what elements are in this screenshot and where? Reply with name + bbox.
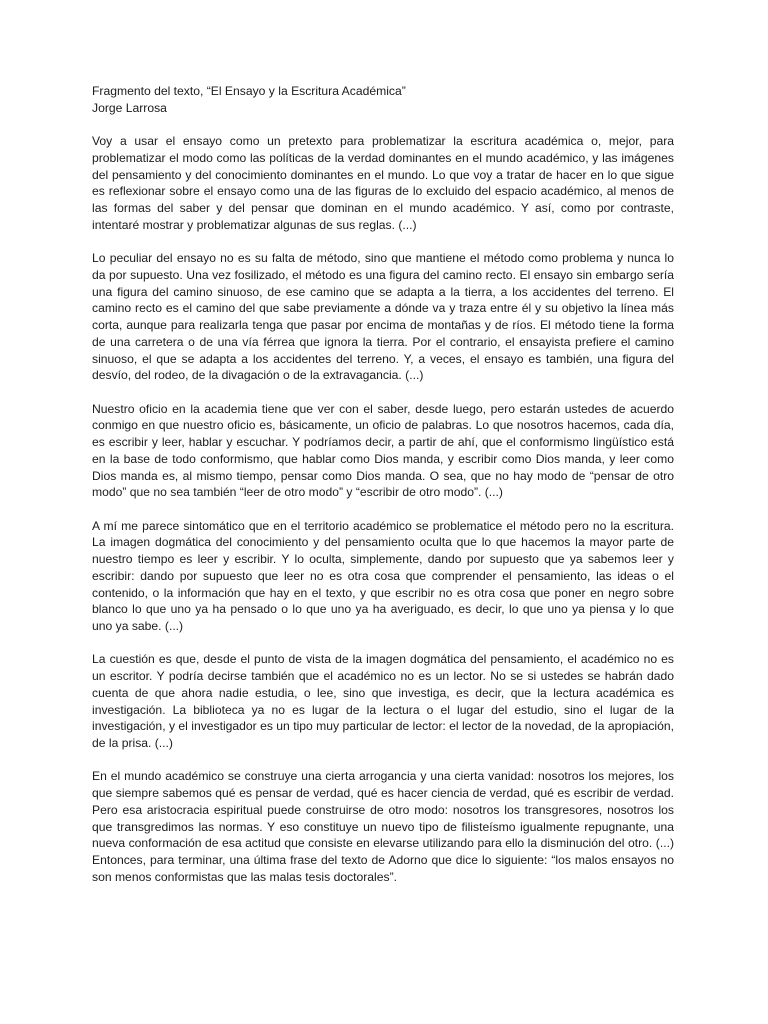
paragraph-5: La cuestión es que, desde el punto de vista de la imagen dogmática del pensamiento, el académico no es un escritor. Y podría decirse también que el académico no es un lector. No se si ustedes se habrán dado cuenta de que ahora nadie estudia, o lee, sino que investiga, es decir, que la lectura académica es investigación. La biblioteca ya no es lugar de la lectura o el lugar del estudio, sino el lugar de la investigación, y el investigador es un tipo muy particular de lector: el lector de la novedad, de la apropiación, de la prisa. (...) — [92, 652, 674, 750]
paragraph-2: Lo peculiar del ensayo no es su falta de método, sino que mantiene el método como problema y nunca lo da por supuesto. Una vez fosilizado, el método es una figura del camino recto. El ensayo sin embargo sería una figura del camino sinuoso, de ese camino que se adapta a la tierra, a los accidentes del terreno. El camino recto es el camino del que sabe previamente a dónde va y traza entre él y su objetivo la línea más corta, aunque para realizarla tenga que pasar por encima de montañas y de ríos. El método tiene la forma de una carretera o de una vía férrea que ignora la tierra. Por el contrario, el ensayista prefiere el camino sinuoso, el que se adapta a los accidentes del terreno. Y, a veces, el ensayo es también, una figura del desvío, del rodeo, de la divagación o de la extravagancia. (...) — [92, 251, 674, 383]
paragraph-3: Nuestro oficio en la academia tiene que ver con el saber, desde luego, pero estarán ustedes de acuerdo conmigo en que nuestro oficio es, básicamente, un oficio de palabras. Lo que nosotros hacemos, cada día, es escribir y leer, hablar y escuchar. Y podríamos decir, a partir de ahí, que el conformismo lingüístico está en la base de todo conformismo, que hablar como Dios manda, y escribir como Dios manda, y leer como Dios manda es, al mismo tiempo, pensar como Dios manda. O sea, que no hay modo de “pensar de otro modo” que no sea también “leer de otro modo” y “escribir de otro modo”. (...) — [92, 401, 674, 500]
document-header — [92, 83, 674, 117]
paragraph-4: A mí me parece sintomático que en el territorio académico se problematice el método pero no la escritura. La imagen dogmática del conocimiento y del pensamiento oculta que lo que hacemos la mayor parte de nuestro tiempo es leer y escribir. Y lo oculta, simplemente, dando por supuesto que ya sabemos leer y escribir: dando por supuesto que leer no es otra cosa que comprender el pensamiento, las ideas o el contenido, o la información que hay en el texto, y que escribir no es otra cosa que poner en negro sobre blanco lo que uno ya ha pensado o lo que uno ya ha averiguado, es decir, lo que uno ya piensa y lo que uno ya sabe. (...) — [92, 518, 674, 633]
document-title: Fragmento del texto, “El Ensayo y la Escritura Académica” — [92, 84, 406, 98]
paragraph-6: En el mundo académico se construye una cierta arrogancia y una cierta vanidad: nosotros los mejores, los que siempre sabemos qué es pensar de verdad, qué es hacer ciencia de verdad, qué es escribir de verdad. Pero esa aristocracia espiritual puede construirse de otro modo: nosotros los transgresores, nosotros los que transgredimos las normas. Y eso constituye un nuevo tipo de filisteísmo igualmente repugnante, una nueva conformación de esa actitud que consiste en elevarse utilizando para ello la disminución del otro. (...) Entonces, para terminar, una última frase del texto de Adorno que dice lo siguiente: “los malos ensayos no son menos conformistas que las malas tesis doctorales”. — [92, 769, 674, 884]
document-page — [92, 83, 674, 886]
paragraph-1: Voy a usar el ensayo como un pretexto para problematizar la escritura académica o, mejor, para problematizar el modo como las políticas de la verdad dominantes en el mundo académico, y las imágenes del pensamiento y del conocimiento dominantes en el mundo. Lo que voy a tratar de hacer en lo que sigue es reflexionar sobre el ensayo como una de las figuras de lo excluido del espacio académico, al menos de las formas del saber y del pensar que dominan en el mundo académico. Y así, como por contraste, intentaré mostrar y problematizar algunas de sus reglas. (...) — [92, 134, 674, 232]
document-author: Jorge Larrosa — [92, 100, 167, 115]
